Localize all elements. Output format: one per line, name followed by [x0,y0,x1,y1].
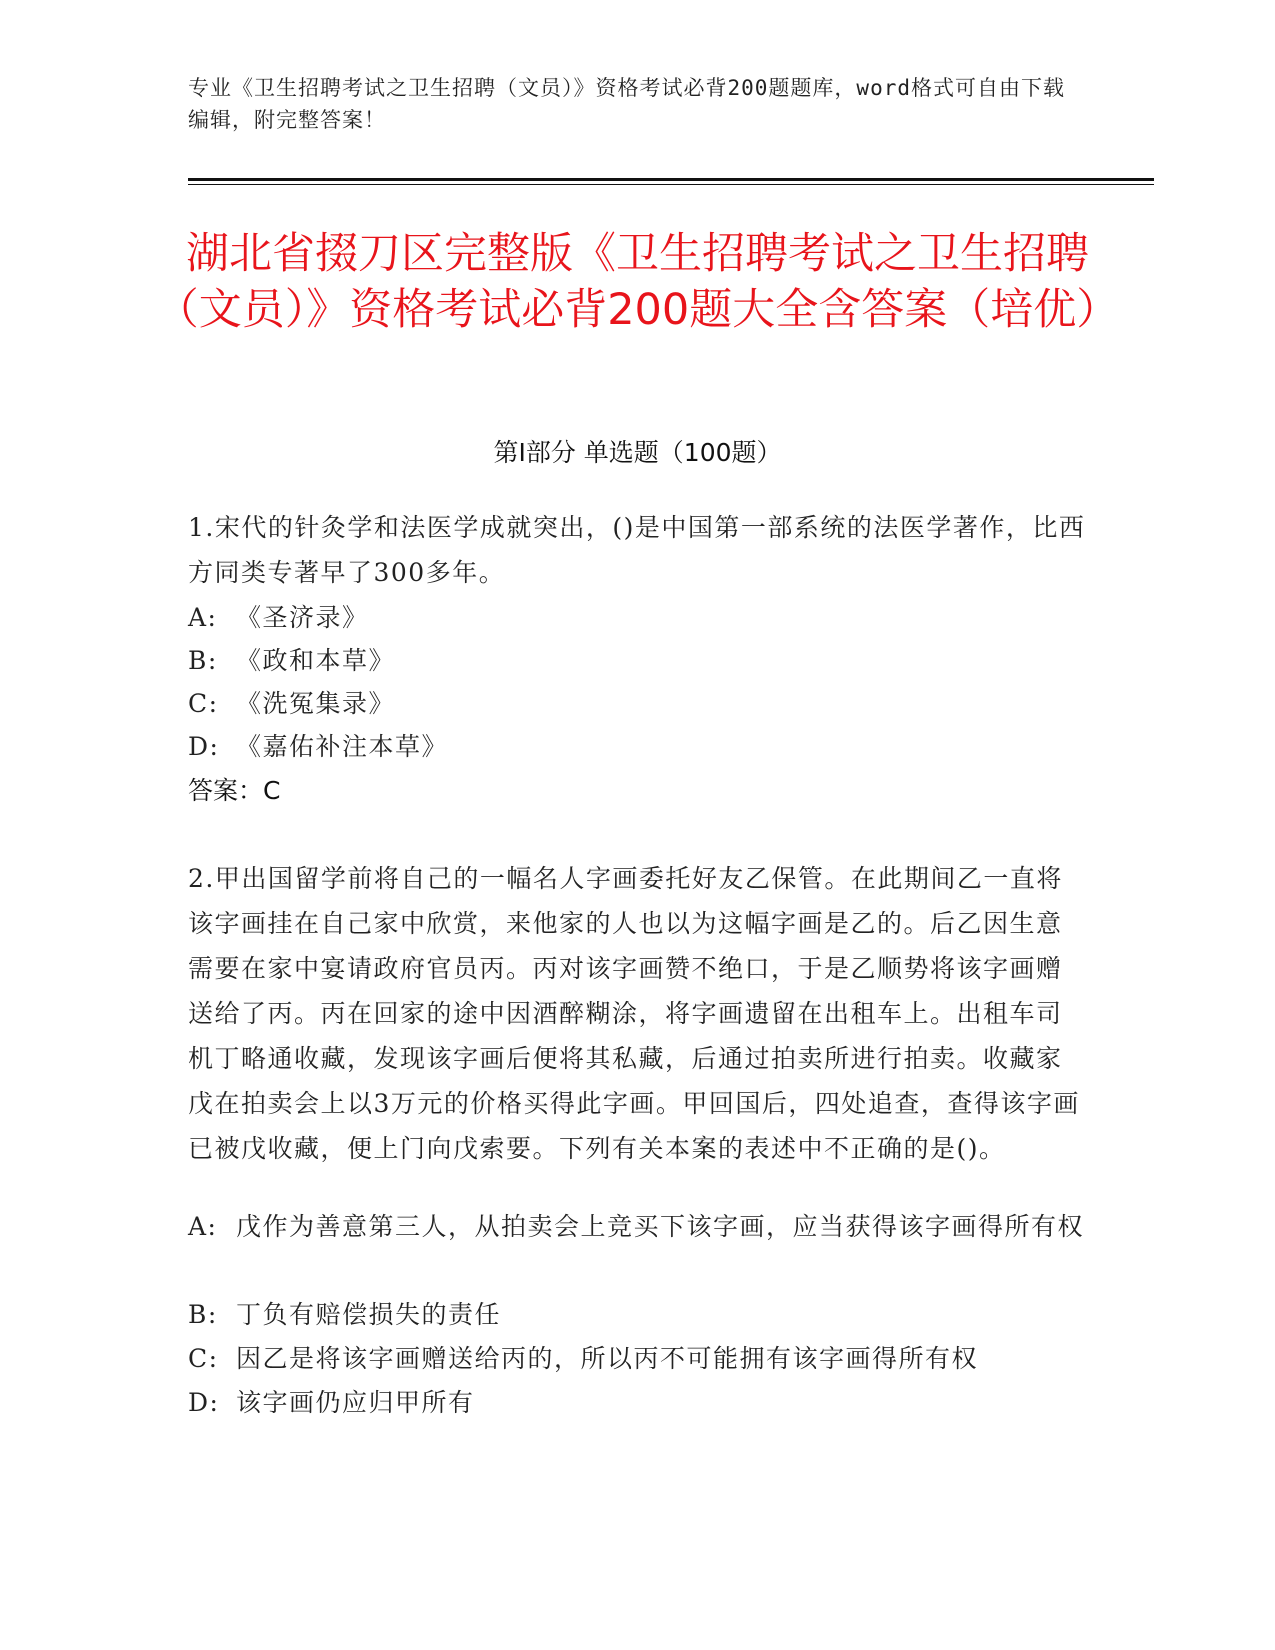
option-key: B: [188,1300,218,1329]
option-text: 《洗冤集录》 [236,689,396,718]
question-1-option-c [188,681,1088,726]
header-rule-thick [188,178,1154,181]
option-text: 该字画仍应归甲所有 [236,1388,475,1417]
question-2-option-a [188,1204,1088,1249]
option-text: 因乙是将该字画赠送给丙的，所以丙不可能拥有该字画得所有权 [236,1344,979,1373]
header-note: 专业《卫生招聘考试之卫生招聘（文员）》资格考试必背200题题库，word格式可自由下载编辑，附完整答案！ [188,76,1065,132]
document-title: 湖北省掇刀区完整版《卫生招聘考试之卫生招聘（文员）》资格考试必背200题大全含答案（培优） [155,229,1120,335]
option-key: D: [188,1388,220,1417]
question-1-option-b [188,638,1088,683]
question-1-answer: 答案：C [188,776,281,805]
question-1-option-a [188,595,1088,640]
option-key: A: [188,603,218,632]
question-2-option-c [188,1336,1088,1381]
question-1-option-d [188,724,1088,769]
option-key: B: [188,646,218,675]
question-2-option-b [188,1292,1088,1337]
question-2-text: 2.甲出国留学前将自己的一幅名人字画委托好友乙保管。在此期间乙一直将该字画挂在自己家中欣赏，来他家的人也以为这幅字画是乙的。后乙因生意需要在家中宴请政府官员丙。丙对该字画赞不绝口，于是乙顺势将该字画赠送给了丙。丙在回家的途中因酒醉糊涂，将字画遗留在出租车上。出租车司机丁略通收藏，发现该字画后便将其私藏，后通过拍卖所进行拍卖。收藏家戊在拍卖会上以3万元的价格买得此字画。甲回国后，四处追查，查得该字画已被戊收藏，便上门向戊索要。下列有关本案的表述中不正确的是()。 [188,864,1080,1163]
option-key: A: [188,1212,218,1241]
option-text: 丁负有赔偿损失的责任 [236,1300,502,1329]
option-text: 戊作为善意第三人，从拍卖会上竞买下该字画，应当获得该字画得所有权 [236,1212,1085,1241]
option-key: C: [188,1344,219,1373]
option-key: D: [188,732,220,761]
option-text: 《圣济录》 [236,603,369,632]
option-text: 《嘉佑补注本草》 [236,732,449,761]
option-text: 《政和本草》 [236,646,396,675]
header-rule-thin [188,184,1154,185]
option-key: C: [188,689,219,718]
section-heading: 第Ⅰ部分 单选题（100题） [493,438,782,467]
question-1-text: 1.宋代的针灸学和法医学成就突出，()是中国第一部系统的法医学著作，比西方同类专著早了300多年。 [188,513,1086,587]
question-2-option-d [188,1380,1088,1425]
